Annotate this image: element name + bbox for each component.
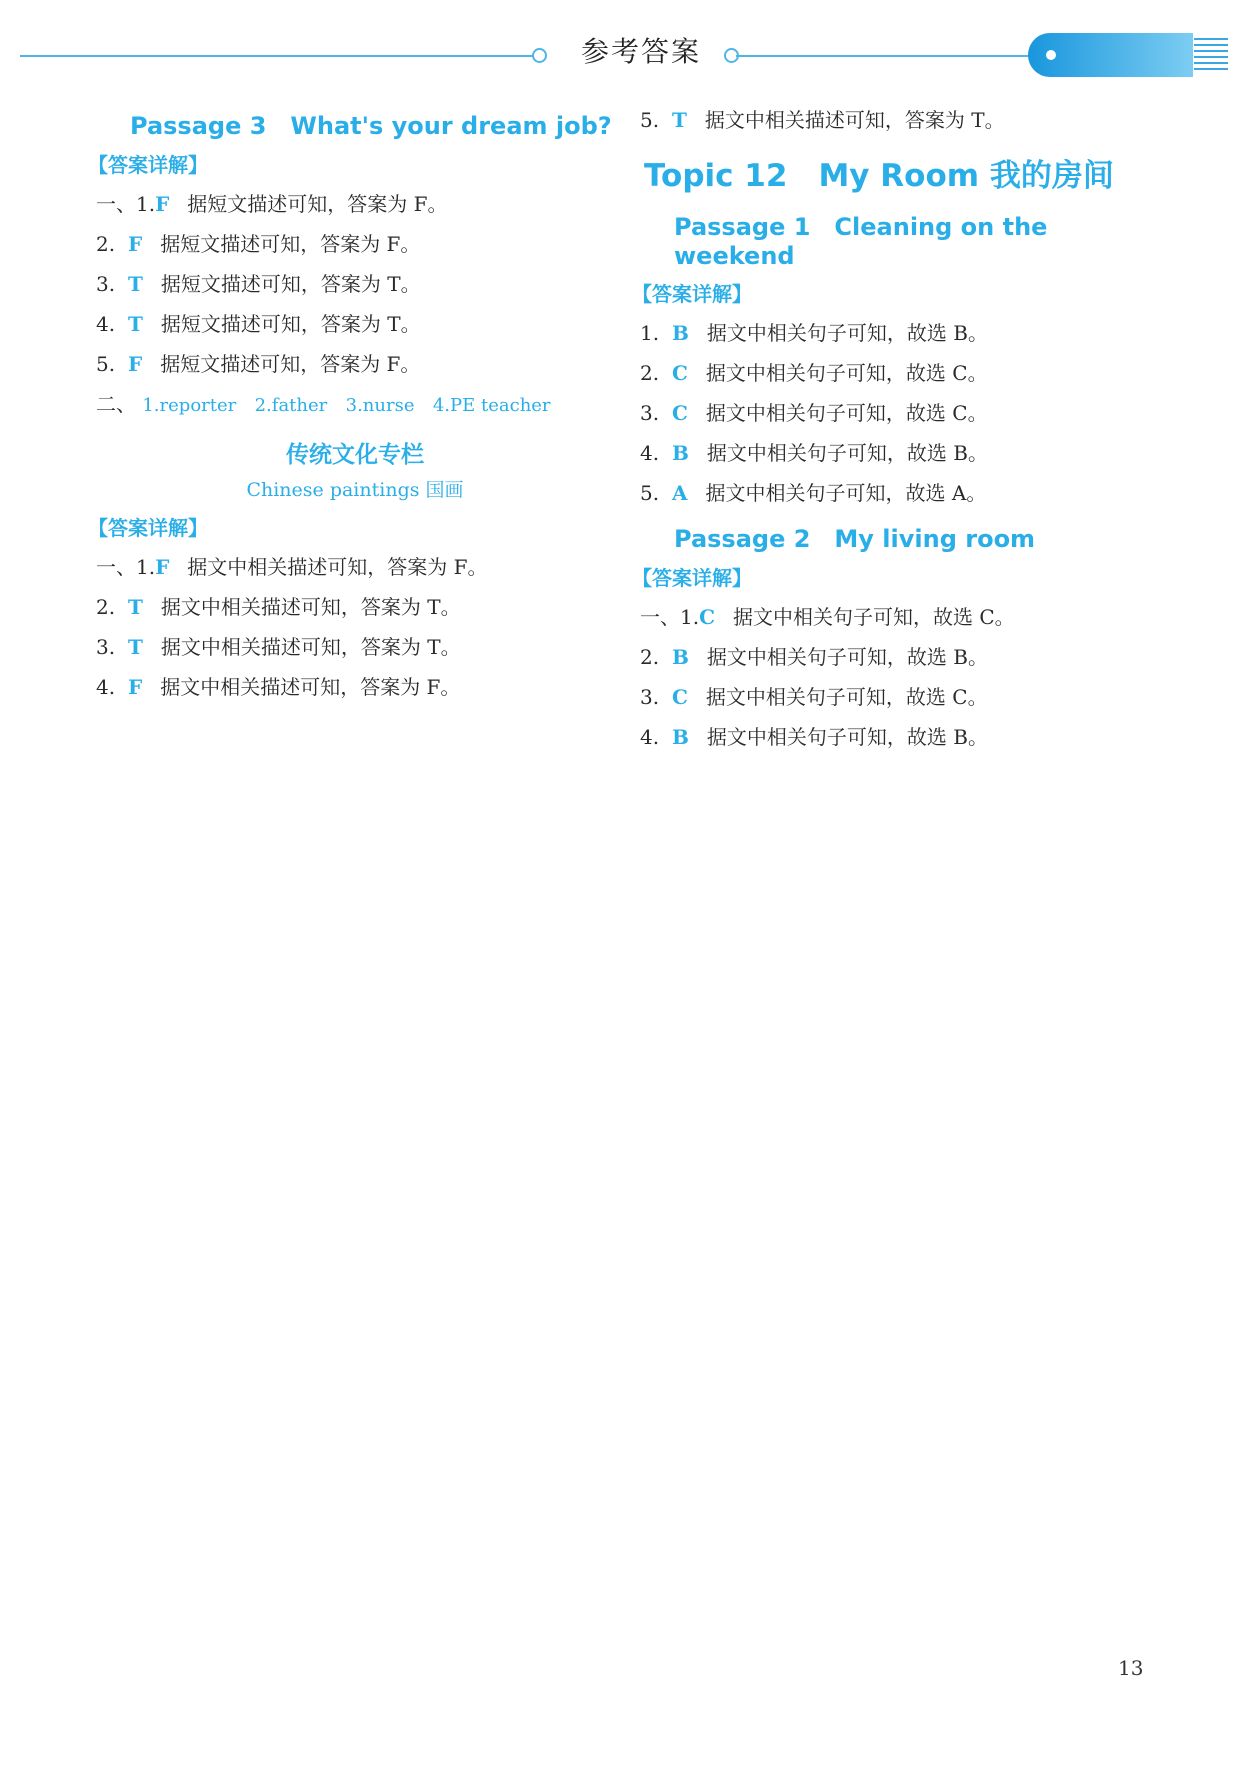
answer-tag: 【答案详解】 bbox=[632, 566, 752, 590]
fill-answer: 3.nurse bbox=[345, 395, 415, 416]
answer-tag: 【答案详解】 bbox=[88, 153, 208, 177]
answer-item: 2. C 据文中相关句子可知，故选 C。 bbox=[640, 361, 988, 385]
passage2-items bbox=[640, 597, 1152, 757]
passage3-heading: Passage 3 What's your dream job? bbox=[130, 112, 612, 140]
answer-item: 5. A 据文中相关句子可知，故选 A。 bbox=[640, 481, 987, 505]
passage1-heading: Passage 1 Cleaning on the weekend bbox=[674, 213, 1048, 270]
answer-item: 4. B 据文中相关句子可知，故选 B。 bbox=[640, 441, 988, 465]
topic-heading: Topic 12 My Room 我的房间 bbox=[644, 158, 1114, 194]
answer-item: 2. B 据文中相关句子可知，故选 B。 bbox=[640, 645, 988, 669]
passage2-heading: Passage 2 My living room bbox=[674, 525, 1036, 553]
answer-item: 3. T 据文中相关描述可知，答案为 T。 bbox=[96, 635, 461, 659]
answer-tag: 【答案详解】 bbox=[632, 282, 752, 306]
fill-answer: 1.reporter bbox=[142, 395, 237, 416]
page-header bbox=[0, 0, 1250, 96]
culture-items bbox=[96, 547, 614, 707]
answer-item: 一、1.F 据短文描述可知，答案为 F。 bbox=[96, 192, 448, 216]
culture-subheading: Chinese paintings 国画 bbox=[246, 479, 464, 501]
answer-item: 1. B 据文中相关句子可知，故选 B。 bbox=[640, 321, 988, 345]
answer-item: 5. F 据短文描述可知，答案为 F。 bbox=[96, 352, 421, 376]
passage1-items bbox=[640, 313, 1152, 513]
page-number: 13 bbox=[1118, 1656, 1144, 1680]
answer-item: 5. T 据文中相关描述可知，答案为 T。 bbox=[640, 108, 1005, 132]
header-stripes bbox=[1194, 38, 1228, 72]
right-column bbox=[632, 100, 1152, 757]
fill-in-answers bbox=[96, 384, 614, 426]
answer-item: 3. T 据短文描述可知，答案为 T。 bbox=[96, 272, 421, 296]
header-rule-left bbox=[20, 55, 540, 57]
answer-item: 一、1.C 据文中相关句子可知，故选 C。 bbox=[640, 605, 1015, 629]
answer-item: 3. C 据文中相关句子可知，故选 C。 bbox=[640, 401, 988, 425]
answer-item: 4. B 据文中相关句子可知，故选 B。 bbox=[640, 725, 988, 749]
culture-heading: 传统文化专栏 bbox=[286, 442, 424, 468]
header-tab bbox=[1028, 33, 1193, 77]
passage3-items bbox=[96, 184, 614, 384]
answer-item: 2. F 据短文描述可知，答案为 F。 bbox=[96, 232, 421, 256]
answer-item: 2. T 据文中相关描述可知，答案为 T。 bbox=[96, 595, 461, 619]
header-dot-left bbox=[532, 48, 547, 63]
fill-answer: 2.father bbox=[254, 395, 328, 416]
answer-item: 一、1.F 据文中相关描述可知，答案为 F。 bbox=[96, 555, 488, 579]
header-bullet-icon bbox=[1046, 50, 1056, 60]
header-rule-right bbox=[736, 55, 1032, 57]
answer-item: 3. C 据文中相关句子可知，故选 C。 bbox=[640, 685, 988, 709]
answer-item: 4. F 据文中相关描述可知，答案为 F。 bbox=[96, 675, 461, 699]
fill-label: 二、 bbox=[96, 392, 136, 416]
header-title: 参考答案 bbox=[580, 35, 701, 68]
answer-item: 4. T 据短文描述可知，答案为 T。 bbox=[96, 312, 421, 336]
fill-answer: 4.PE teacher bbox=[432, 395, 551, 416]
answer-tag: 【答案详解】 bbox=[88, 516, 208, 540]
left-column bbox=[88, 100, 614, 707]
